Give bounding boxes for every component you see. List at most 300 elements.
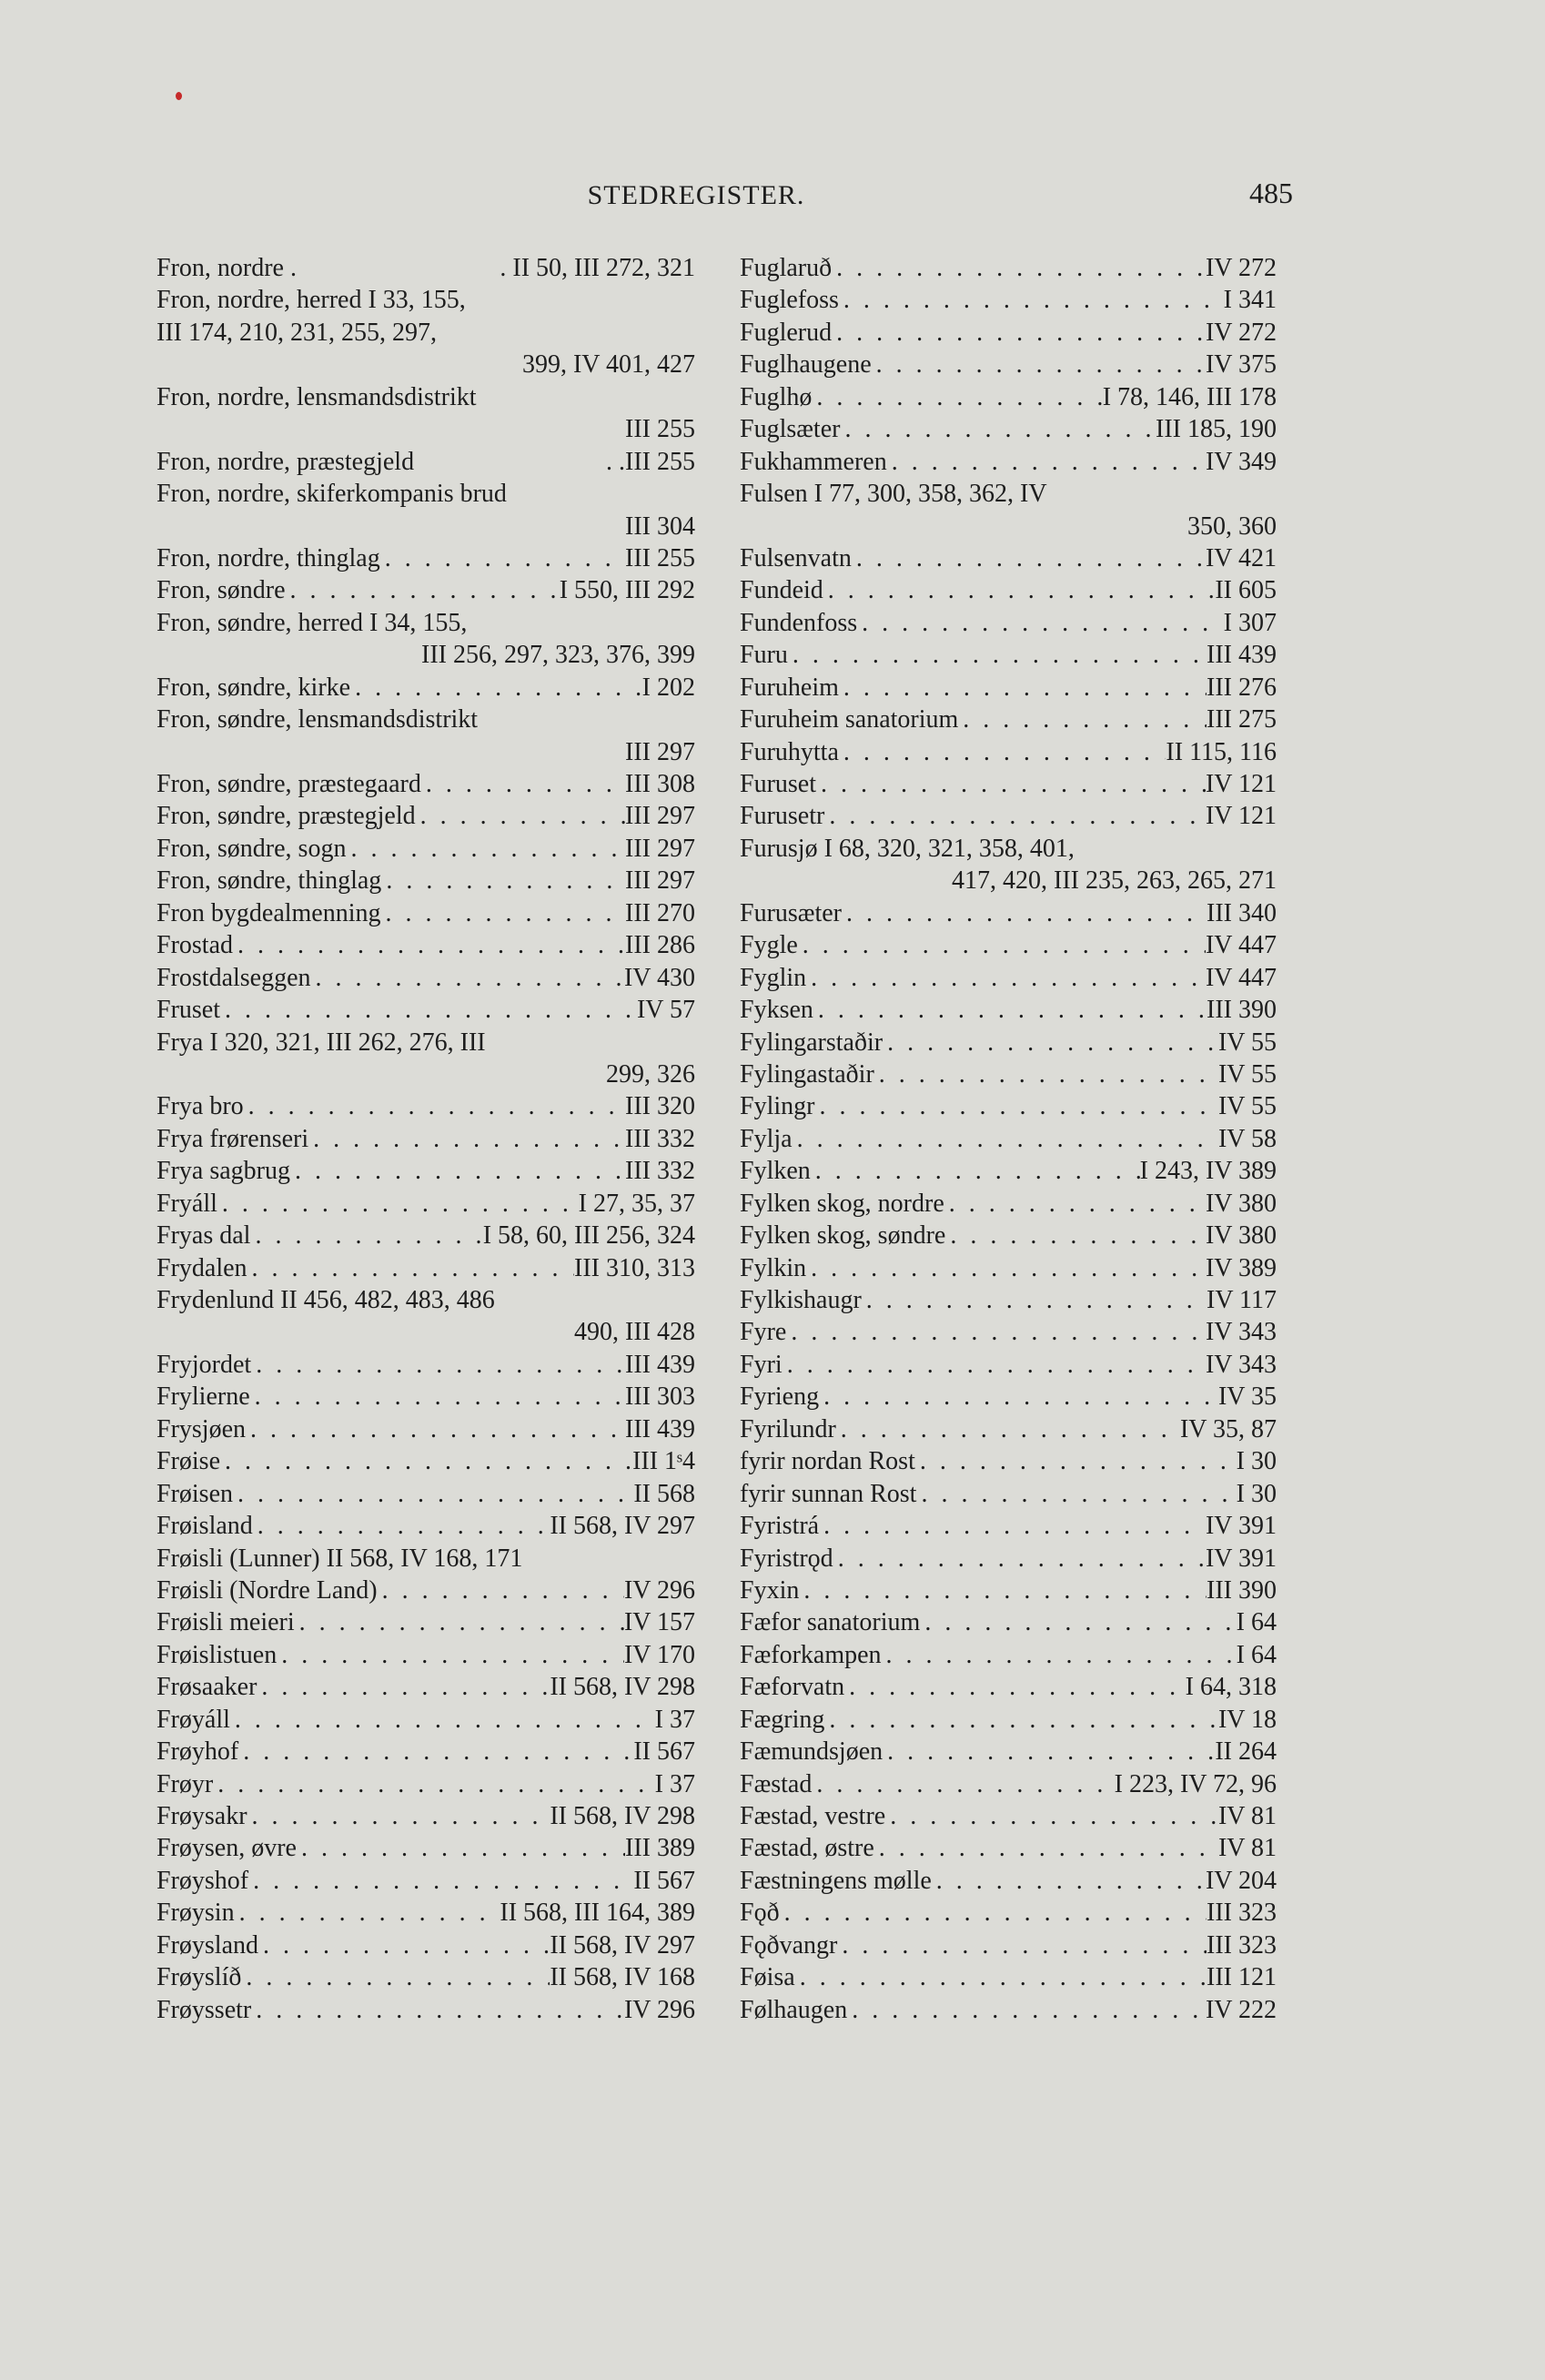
entry-reference: IV 391 bbox=[1205, 1512, 1277, 1541]
leader-dots bbox=[798, 929, 1206, 961]
leader-dots bbox=[786, 1316, 1206, 1348]
leader-dots bbox=[944, 1188, 1206, 1220]
entry-name: Frøisli meieri bbox=[157, 1608, 295, 1637]
leader-dots bbox=[842, 897, 1207, 929]
leader-dots bbox=[812, 381, 1102, 413]
entry-reference: IV 222 bbox=[1205, 1995, 1277, 2024]
entry-name: Fron, søndre, kirke bbox=[157, 673, 351, 702]
entry-name: Frøsaaker bbox=[157, 1673, 258, 1702]
entry-reference: III 297 bbox=[625, 866, 695, 896]
leader-dots bbox=[833, 1543, 1206, 1575]
leader-dots bbox=[813, 994, 1207, 1026]
leader-dots bbox=[346, 833, 625, 865]
index-entry bbox=[740, 284, 1277, 316]
index-entry bbox=[740, 252, 1277, 284]
leader-dots bbox=[836, 1413, 1180, 1445]
index-entry-text: Fron, nordre, lensmandsdistrikt bbox=[157, 382, 477, 411]
entry-reference: IV 343 bbox=[1205, 1350, 1277, 1379]
entry-reference: I 64 bbox=[1236, 1640, 1277, 1669]
entry-continuation: 417, 420, III 235, 263, 265, 271 bbox=[952, 866, 1277, 896]
entry-reference: IV 296 bbox=[623, 1575, 695, 1605]
index-entry bbox=[157, 1994, 695, 2026]
leader-dots bbox=[824, 1704, 1218, 1736]
index-entry bbox=[157, 1961, 695, 1993]
index-entry bbox=[157, 1510, 695, 1542]
index-entry bbox=[157, 1413, 695, 1445]
entry-reference: II 568 bbox=[633, 1479, 695, 1508]
entry-reference: II 568, III 164, 389 bbox=[500, 1899, 695, 1928]
index-entry bbox=[740, 1704, 1277, 1736]
leader-dots bbox=[799, 1575, 1207, 1606]
entry-reference: III 308 bbox=[625, 770, 695, 798]
leader-dots bbox=[816, 768, 1206, 800]
index-entry-text: Frya I 320, 321, III 262, 276, III bbox=[157, 1028, 486, 1057]
ink-speck bbox=[176, 92, 182, 100]
index-entry bbox=[157, 1575, 695, 1606]
index-entry bbox=[740, 962, 1277, 994]
entry-name: Fægring bbox=[740, 1705, 825, 1734]
entry-reference: I 30 bbox=[1236, 1447, 1277, 1476]
entry-name: Fryáll bbox=[157, 1189, 217, 1218]
leader-dots bbox=[885, 1800, 1218, 1832]
index-entry bbox=[157, 1090, 695, 1122]
leader-dots bbox=[788, 639, 1207, 671]
leader-dots bbox=[783, 1349, 1206, 1381]
entry-name: Furuheim bbox=[740, 673, 839, 702]
leader-dots bbox=[297, 252, 500, 284]
entry-name: Fæmundsjøen bbox=[740, 1737, 884, 1767]
leader-dots bbox=[244, 1090, 625, 1122]
leader-dots bbox=[235, 1897, 500, 1929]
leader-dots bbox=[257, 1671, 550, 1703]
leader-dots bbox=[887, 446, 1206, 478]
index-entry bbox=[157, 1123, 695, 1155]
entry-reference: I 341 bbox=[1223, 286, 1277, 315]
entry-reference: IV 296 bbox=[623, 1995, 695, 2024]
index-entry bbox=[740, 929, 1277, 961]
entry-name: Fylken skog, nordre bbox=[740, 1189, 944, 1218]
index-entry bbox=[740, 413, 1277, 445]
entry-reference: I 202 bbox=[641, 673, 695, 702]
page-number: 485 bbox=[1249, 177, 1293, 209]
entry-name: Furuhytta bbox=[740, 737, 839, 766]
index-entry bbox=[157, 1639, 695, 1671]
entry-name: Fæforkampen bbox=[740, 1640, 882, 1669]
leader-dots bbox=[311, 962, 624, 994]
leader-dots bbox=[932, 1865, 1206, 1897]
entry-reference: III 286 bbox=[625, 931, 695, 960]
index-entry bbox=[157, 1252, 695, 1284]
entry-reference: IV 81 bbox=[1217, 1834, 1277, 1863]
leader-dots bbox=[220, 994, 637, 1026]
entry-continuation: III 255 bbox=[625, 415, 695, 444]
index-entry bbox=[740, 1349, 1277, 1381]
entry-name: Fǫð bbox=[740, 1899, 780, 1928]
entry-continuation: III 304 bbox=[625, 511, 695, 541]
entry-name: Frøyr bbox=[157, 1769, 214, 1798]
entry-reference: IV 343 bbox=[1205, 1318, 1277, 1347]
leader-dots bbox=[839, 284, 1224, 316]
entry-reference: IV 447 bbox=[1205, 963, 1277, 992]
leader-dots bbox=[238, 1736, 633, 1767]
leader-dots bbox=[248, 1865, 633, 1897]
entry-reference: IV 55 bbox=[1217, 1028, 1277, 1057]
index-entry bbox=[740, 1929, 1277, 1961]
leader-dots bbox=[233, 1478, 633, 1510]
entry-name: Fryjordet bbox=[157, 1350, 252, 1379]
leader-dots bbox=[806, 1252, 1206, 1284]
entry-name: Fundeid bbox=[740, 576, 823, 605]
entry-reference: II 568, IV 297 bbox=[550, 1930, 695, 1960]
leader-dots bbox=[839, 736, 1166, 768]
entry-reference: III 185, 190 bbox=[1156, 415, 1277, 444]
entry-reference: III 297 bbox=[625, 802, 695, 831]
entry-reference: I 64 bbox=[1236, 1608, 1277, 1637]
index-entry-text: Fron, nordre, herred I 33, 155, bbox=[157, 286, 466, 315]
index-entry bbox=[740, 1478, 1277, 1510]
index-entry bbox=[157, 833, 695, 865]
entry-reference: II 605 bbox=[1215, 576, 1277, 605]
index-entry bbox=[157, 929, 695, 961]
leader-dots bbox=[872, 349, 1206, 380]
index-entry bbox=[740, 1413, 1277, 1445]
index-entry bbox=[157, 574, 695, 606]
index-entry bbox=[740, 704, 1277, 735]
index-entry bbox=[157, 672, 695, 704]
entry-reference: IV 391 bbox=[1205, 1544, 1277, 1573]
leader-dots bbox=[811, 1155, 1140, 1187]
index-entry bbox=[740, 1800, 1277, 1832]
leader-dots bbox=[380, 542, 625, 574]
entry-reference: III 439 bbox=[1207, 641, 1277, 670]
leader-dots bbox=[795, 1961, 1207, 1993]
entry-name: Følhaugen bbox=[740, 1995, 848, 2024]
entry-reference: IV 389 bbox=[1205, 1253, 1277, 1282]
leader-dots bbox=[862, 1284, 1207, 1316]
leader-dots bbox=[819, 1381, 1218, 1413]
index-entry bbox=[740, 1671, 1277, 1703]
index-entry bbox=[157, 1897, 695, 1929]
right-column bbox=[740, 252, 1277, 2026]
index-entry bbox=[157, 1478, 695, 1510]
entry-reference: III 276 bbox=[1207, 673, 1277, 702]
entry-continuation: III 297 bbox=[625, 737, 695, 766]
entry-reference: IV 380 bbox=[1205, 1189, 1277, 1218]
index-entry bbox=[157, 1929, 695, 1961]
entry-reference: II 568, IV 298 bbox=[550, 1673, 695, 1702]
entry-name: Fron, nordre, præstegjeld bbox=[157, 447, 415, 476]
index-entry bbox=[740, 381, 1277, 413]
leader-dots bbox=[814, 1090, 1217, 1122]
leader-dots bbox=[246, 1413, 625, 1445]
leader-dots bbox=[241, 1961, 550, 1993]
entry-reference: . II 50, III 272, 321 bbox=[500, 254, 695, 282]
entry-name: Fyglin bbox=[740, 963, 807, 992]
index-entry-text: Furusjø I 68, 320, 321, 358, 401, bbox=[740, 834, 1075, 863]
index-entry bbox=[157, 1800, 695, 1832]
index-entry bbox=[740, 1606, 1277, 1638]
entry-name: Frøyssetr bbox=[157, 1995, 252, 2024]
index-entry-text: Fron, nordre, skiferkompanis brud bbox=[157, 480, 507, 509]
entry-name: Frøysin bbox=[157, 1899, 235, 1928]
leader-dots bbox=[381, 865, 625, 896]
entry-continuation: III 256, 297, 323, 376, 399 bbox=[421, 641, 695, 670]
entry-name: Frøysland bbox=[157, 1930, 258, 1960]
index-entry bbox=[157, 1736, 695, 1767]
index-entry bbox=[740, 574, 1277, 606]
entry-name: Frya bro bbox=[157, 1092, 244, 1121]
index-entry bbox=[157, 1606, 695, 1638]
leader-dots bbox=[847, 1994, 1206, 2026]
leader-dots bbox=[421, 768, 625, 800]
entry-reference: III 389 bbox=[625, 1834, 695, 1863]
entry-name: Frostdalseggen bbox=[157, 963, 311, 992]
index-entry bbox=[157, 1768, 695, 1800]
entry-reference: I 37 bbox=[654, 1769, 695, 1798]
index-entry bbox=[157, 1865, 695, 1897]
leader-dots bbox=[233, 929, 625, 961]
entry-reference: IV 55 bbox=[1217, 1059, 1277, 1089]
index-entry bbox=[740, 1123, 1277, 1155]
index-entry bbox=[740, 1865, 1277, 1897]
index-entry bbox=[157, 897, 695, 929]
entry-reference: II 567 bbox=[633, 1737, 695, 1767]
leader-dots bbox=[837, 1929, 1207, 1961]
entry-name: Frya sagbrug bbox=[157, 1157, 290, 1186]
entry-name: Fyri bbox=[740, 1350, 783, 1379]
leader-dots bbox=[806, 962, 1206, 994]
index-entry bbox=[740, 1155, 1277, 1187]
entry-name: fyrir nordan Rost bbox=[740, 1447, 915, 1476]
entry-reference: II 568, IV 297 bbox=[550, 1512, 695, 1541]
leader-dots bbox=[253, 1510, 550, 1542]
index-entry bbox=[740, 1768, 1277, 1800]
entry-reference: IV 55 bbox=[1217, 1092, 1277, 1121]
entry-reference: IV 421 bbox=[1205, 543, 1277, 572]
index-entry bbox=[740, 1252, 1277, 1284]
entry-name: Fyrilundr bbox=[740, 1414, 836, 1443]
index-entry bbox=[740, 994, 1277, 1026]
entry-name: Frøislistuen bbox=[157, 1640, 278, 1669]
leader-dots bbox=[852, 542, 1206, 574]
index-entry-text: Fulsen I 77, 300, 358, 362, IV bbox=[740, 480, 1047, 509]
index-entry bbox=[740, 1381, 1277, 1413]
entry-name: Furusetr bbox=[740, 802, 825, 831]
entry-name: Fron, nordre . bbox=[157, 254, 297, 282]
leader-dots bbox=[381, 897, 625, 929]
entry-reference: I 30 bbox=[1236, 1479, 1277, 1508]
leader-dots bbox=[874, 1058, 1218, 1090]
entry-name: Fruset bbox=[157, 996, 220, 1025]
entry-name: Fylingr bbox=[740, 1092, 815, 1121]
index-entry-text: Frøisli (Lunner) II 568, IV 168, 171 bbox=[157, 1544, 523, 1573]
entry-name: Furu bbox=[740, 641, 788, 670]
leader-dots bbox=[883, 1027, 1218, 1058]
leader-dots bbox=[297, 1832, 625, 1864]
entry-name: Fyxin bbox=[740, 1575, 800, 1605]
entry-name: Frøysen, øvre bbox=[157, 1834, 297, 1863]
index-entry bbox=[157, 1381, 695, 1413]
leader-dots bbox=[920, 1606, 1236, 1638]
leader-dots bbox=[308, 1123, 625, 1155]
entry-name: Fuglerud bbox=[740, 318, 833, 347]
entry-name: Føisa bbox=[740, 1963, 795, 1992]
entry-reference: III 332 bbox=[625, 1124, 695, 1153]
entry-name: Fylken skog, søndre bbox=[740, 1221, 946, 1251]
entry-name: Frøysakr bbox=[157, 1802, 247, 1830]
index-entry bbox=[157, 1671, 695, 1703]
index-entry bbox=[740, 1736, 1277, 1767]
index-entry-text: III 174, 210, 231, 255, 297, bbox=[157, 318, 437, 347]
leader-dots bbox=[824, 800, 1206, 832]
index-entry bbox=[740, 1220, 1277, 1251]
entry-name: Fæstad, vestre bbox=[740, 1802, 886, 1830]
entry-reference: IV 272 bbox=[1205, 318, 1277, 347]
entry-reference: II 568, IV 298 bbox=[550, 1802, 695, 1830]
entry-name: Fyrieng bbox=[740, 1382, 820, 1412]
leader-dots bbox=[350, 672, 642, 704]
entry-reference: III 310, 313 bbox=[574, 1253, 695, 1282]
entry-name: Furuset bbox=[740, 770, 816, 798]
index-entry bbox=[740, 1994, 1277, 2026]
entry-reference: IV 375 bbox=[1205, 350, 1277, 380]
leader-dots bbox=[819, 1510, 1206, 1542]
index-entry bbox=[740, 1897, 1277, 1929]
index-entry bbox=[740, 1188, 1277, 1220]
index-entry bbox=[740, 1445, 1277, 1477]
entry-name: Fron, søndre, thinglag bbox=[157, 866, 382, 896]
entry-name: Frøyslíð bbox=[157, 1963, 242, 1992]
leader-dots bbox=[882, 1639, 1237, 1671]
entry-reference: II 264 bbox=[1215, 1737, 1277, 1767]
entry-reference: IV 121 bbox=[1205, 770, 1277, 798]
index-entry bbox=[157, 1832, 695, 1864]
entry-name: Frøyshof bbox=[157, 1866, 249, 1895]
page-title: STEDREGISTER. bbox=[587, 180, 805, 210]
entry-name: Fron bygdealmenning bbox=[157, 898, 381, 927]
entry-name: Fron, søndre, sogn bbox=[157, 834, 347, 863]
entry-reference: IV 349 bbox=[1205, 447, 1277, 476]
entry-name: Fyristrá bbox=[740, 1512, 820, 1541]
index-entry bbox=[157, 865, 695, 896]
entry-reference: IV 81 bbox=[1217, 1802, 1277, 1830]
entry-reference: III 439 bbox=[625, 1350, 695, 1379]
entry-reference: I 27, 35, 37 bbox=[578, 1189, 695, 1218]
entry-name: Fylkin bbox=[740, 1253, 807, 1282]
entry-reference: IV 204 bbox=[1205, 1866, 1277, 1895]
entry-name: Fylingastaðir bbox=[740, 1059, 874, 1089]
entry-name: Fron, søndre, præstegaard bbox=[157, 770, 421, 798]
index-entry-text: Frydenlund II 456, 482, 483, 486 bbox=[157, 1286, 495, 1314]
index-entry bbox=[157, 1445, 695, 1477]
entry-name: Fron, søndre, præstegjeld bbox=[157, 802, 416, 831]
leader-dots bbox=[945, 1220, 1206, 1251]
leader-dots bbox=[251, 1994, 624, 2026]
leader-dots bbox=[812, 1768, 1114, 1800]
entry-continuation: 490, III 428 bbox=[574, 1318, 695, 1347]
index-entry bbox=[157, 1155, 695, 1187]
leader-dots bbox=[250, 1220, 482, 1251]
entry-name: Frya frørenseri bbox=[157, 1124, 309, 1153]
entry-reference: IV 447 bbox=[1205, 931, 1277, 960]
entry-name: Fron, søndre bbox=[157, 576, 286, 605]
index-entry bbox=[157, 446, 695, 478]
leader-dots bbox=[247, 1800, 550, 1832]
entry-continuation: 299, 326 bbox=[606, 1059, 695, 1089]
leader-dots bbox=[915, 1445, 1237, 1477]
index-entry bbox=[157, 1349, 695, 1381]
entry-name: Fǫðvangr bbox=[740, 1930, 838, 1960]
entry-reference: III 323 bbox=[1207, 1899, 1277, 1928]
entry-reference: I 78, 146, III 178 bbox=[1102, 382, 1277, 411]
index-entry bbox=[157, 962, 695, 994]
entry-reference: III 439 bbox=[625, 1414, 695, 1443]
leader-dots bbox=[840, 413, 1156, 445]
index-entry bbox=[740, 639, 1277, 671]
entry-name: Fuglefoss bbox=[740, 286, 839, 315]
entry-reference: IV 430 bbox=[623, 963, 695, 992]
entry-name: Fæstad bbox=[740, 1769, 813, 1798]
leader-dots bbox=[844, 1671, 1186, 1703]
entry-reference: I 37 bbox=[654, 1705, 695, 1734]
index-entry bbox=[740, 736, 1277, 768]
index-entry bbox=[740, 1058, 1277, 1090]
leader-dots bbox=[793, 1123, 1218, 1155]
entry-name: Fylja bbox=[740, 1124, 793, 1153]
entry-reference: IV 35 bbox=[1217, 1382, 1277, 1412]
entry-name: Frysjøen bbox=[157, 1414, 246, 1443]
entry-continuation: 399, IV 401, 427 bbox=[521, 350, 695, 380]
leader-dots bbox=[414, 446, 606, 478]
entry-name: Fyristrǫd bbox=[740, 1544, 833, 1573]
index-entry bbox=[740, 1961, 1277, 1993]
leader-dots bbox=[213, 1768, 654, 1800]
entry-name: Furuheim sanatorium bbox=[740, 705, 959, 734]
entry-name: Frostad bbox=[157, 931, 233, 960]
entry-name: Frøisli (Nordre Land) bbox=[157, 1575, 378, 1605]
index-entry bbox=[740, 446, 1277, 478]
index-entry bbox=[740, 1027, 1277, 1058]
leader-dots bbox=[874, 1832, 1218, 1864]
index-entry-text: Fron, søndre, herred I 34, 155, bbox=[157, 608, 468, 637]
index-entry bbox=[157, 1188, 695, 1220]
entry-reference: IV 117 bbox=[1207, 1286, 1277, 1314]
entry-reference: III 340 bbox=[1207, 898, 1277, 927]
index-entry bbox=[740, 317, 1277, 349]
entry-name: Fæfor sanatorium bbox=[740, 1608, 921, 1637]
leader-dots bbox=[277, 1639, 624, 1671]
entry-name: Fæstningens mølle bbox=[740, 1866, 932, 1895]
leader-dots bbox=[823, 574, 1216, 606]
index-entry bbox=[740, 1510, 1277, 1542]
entry-reference: . .III 255 bbox=[606, 447, 695, 476]
leader-dots bbox=[251, 1349, 625, 1381]
index-entry bbox=[740, 1316, 1277, 1348]
index-entry bbox=[740, 1639, 1277, 1671]
entry-reference: III 320 bbox=[625, 1092, 695, 1121]
index-entry bbox=[157, 1220, 695, 1251]
entry-name: Fylingarstaðir bbox=[740, 1028, 884, 1057]
leader-dots bbox=[217, 1188, 579, 1220]
entry-name: Frydalen bbox=[157, 1253, 247, 1282]
index-entry bbox=[740, 1543, 1277, 1575]
entry-name: Fukhammeren bbox=[740, 447, 887, 476]
entry-name: Fuglhaugene bbox=[740, 350, 872, 380]
entry-name: Fæstad, østre bbox=[740, 1834, 874, 1863]
index-entry bbox=[740, 607, 1277, 639]
entry-reference: III 270 bbox=[625, 898, 695, 927]
leader-dots bbox=[832, 252, 1206, 284]
